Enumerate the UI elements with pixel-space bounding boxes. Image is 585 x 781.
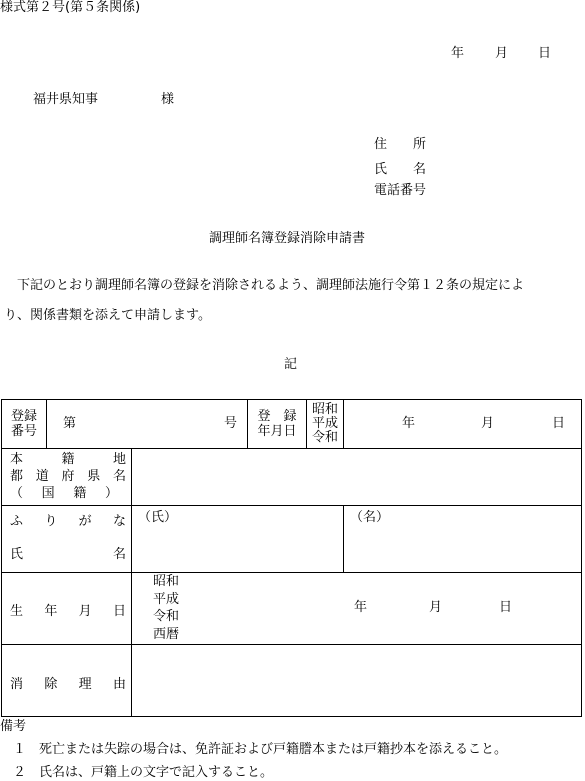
domicile-label: 本 籍 地 都 道 府 県 名 （ 国 籍 ）: [2, 449, 132, 506]
deregistration-form-table: [1, 399, 582, 717]
note-2: ２ 氏名は、戸籍上の文字で記入すること。: [0, 765, 274, 780]
reg-date-field[interactable]: 年 月 日: [344, 400, 582, 449]
reg-no-dai: 第: [63, 416, 77, 431]
reg-date-era: 昭和 平成 令和: [307, 400, 344, 449]
birth-date-label: 生 年 月 日: [2, 573, 132, 645]
surname-field[interactable]: （氏）: [132, 506, 344, 573]
addressee: 福井県知事: [33, 92, 99, 107]
note-1: １ 死亡または失踪の場合は、免許証および戸籍謄本または戸籍抄本を添えること。: [0, 742, 508, 757]
reg-no-label: 登録 番号: [2, 400, 47, 449]
body-line-2: り、関係書類を添えて申請します。: [4, 308, 211, 323]
birth-date-field[interactable]: 昭和 平成 令和 西暦 年 月 日: [132, 573, 582, 645]
name-row-label: ふ り が な 氏 名: [2, 506, 132, 573]
document-title: 調理師名簿登録消除申請書: [209, 231, 366, 246]
notes-heading: 備考: [0, 719, 27, 734]
date-month-label: 月: [495, 46, 509, 61]
reg-no-go: 号: [223, 416, 237, 431]
ki-label: 記: [284, 357, 298, 372]
form-number: 様式第２号(第５条関係): [0, 0, 141, 15]
name-label: 氏 名: [374, 162, 427, 177]
phone-label: 電話番号: [374, 183, 427, 198]
given-name-field[interactable]: （名）: [344, 506, 582, 573]
reg-date-label: 登 録 年月日: [248, 400, 307, 449]
body-line-1: 下記のとおり調理師名簿の登録を消除されるよう、調理師法施行令第１２条の規定によ: [4, 278, 525, 293]
date-year-label: 年: [451, 46, 465, 61]
reason-label: 消 除 理 由: [2, 645, 132, 717]
date-day-label: 日: [538, 46, 552, 61]
address-label: 住 所: [374, 137, 427, 152]
honorific: 様: [161, 92, 175, 107]
reason-field[interactable]: [132, 645, 582, 717]
reg-no-field[interactable]: [47, 400, 248, 449]
domicile-field[interactable]: [132, 449, 582, 506]
